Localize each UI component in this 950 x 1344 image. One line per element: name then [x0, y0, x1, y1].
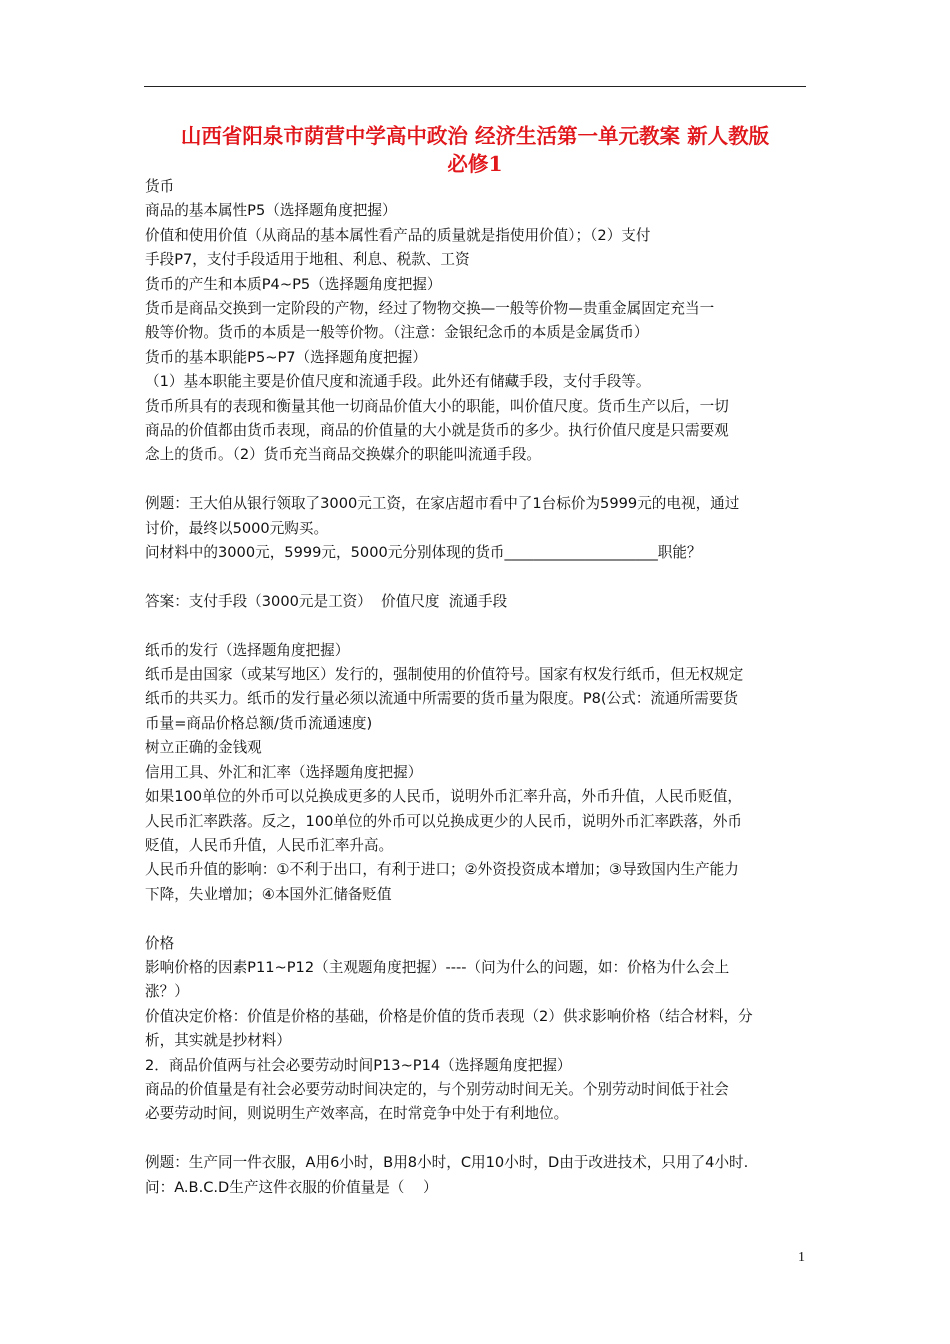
document-title — [144, 122, 806, 178]
page-number: 1 — [798, 1250, 805, 1265]
body-line: 影响价格的因素P11~P12（主观题角度把握）----（问为什么的问题，如：价格为什么会上 — [145, 958, 730, 976]
body-line — [145, 907, 809, 931]
body-line: 必要劳动时间，则说明生产效率高，在时常竞争中处于有利地位。 — [145, 1105, 569, 1123]
body-line — [145, 468, 809, 492]
body-line: 念上的货币。（2）货币充当商品交换媒介的职能叫流通手段。 — [145, 446, 542, 464]
body-line: 例题：王大伯从银行领取了3000元工资，在家店超市看中了1台标价为5999元的电视，通过 — [145, 495, 740, 513]
body-line: 答案：支付手段（3000元是工资） 价值尺度 流通手段 — [145, 592, 508, 610]
body-line: 下降，失业增加；④本国外汇储备贬值 — [145, 885, 392, 903]
body-line: 例题：生产同一件衣服，A用6小时，B用8小时，C用10小时，D由于改进技术，只用了4小时. — [145, 1154, 749, 1172]
body-line: 人民币汇率跌落。反之，100单位的外币可以兑换成更少的人民币，说明外币汇率跌落，外币 — [145, 812, 743, 830]
body-line: 商品的价值量是有社会必要劳动时间决定的，与个别劳动时间无关。个别劳动时间低于社会 — [145, 1080, 729, 1098]
body-line: 析，其实就是抄材料） — [145, 1032, 291, 1050]
body-line: 涨？） — [145, 983, 189, 1001]
body-line — [145, 565, 809, 589]
body-line: 货币的基本职能P5~P7（选择题角度把握） — [145, 348, 427, 366]
body-line — [145, 614, 809, 638]
body-line: 币量=商品价格总额/货币流通速度) — [145, 714, 373, 732]
body-line: 价值决定价格：价值是价格的基础，价格是价值的货币表现（2）供求影响价格（结合材料，分 — [145, 1007, 753, 1025]
body-line: 价格 — [145, 934, 175, 952]
body-line: 讨价，最终以5000元购买。 — [145, 519, 329, 537]
body-line: 纸币的发行（选择题角度把握） — [145, 641, 350, 659]
body-line: 贬值，人民币升值，人民币汇率升高。 — [145, 836, 394, 854]
body-line: 树立正确的金钱观 — [145, 739, 262, 757]
body-line: 信用工具、外汇和汇率（选择题角度把握） — [145, 763, 423, 781]
body-line: 人民币升值的影响：①不利于出口，有利于进口；②外资投资成本增加；③导致国内生产能力 — [145, 861, 739, 879]
body-line: 如果100单位的外币可以兑换成更多的人民币，说明外币汇率升高，外币升值，人民币贬值， — [145, 788, 743, 806]
body-line: 问材料中的3000元，5999元，5000元分别体现的货币_____________________职能？ — [145, 544, 702, 562]
title-line-2: 必修1 — [447, 152, 503, 176]
body-line: 价值和使用价值（从商品的基本属性看产品的质量就是指使用价值）；（2）支付 — [145, 226, 651, 244]
header-rule — [144, 86, 806, 87]
body-line: （1）基本职能主要是价值尺度和流通手段。此外还有储藏手段，支付手段等。 — [145, 373, 651, 391]
body-line: 货币是商品交换到一定阶段的产物，经过了物物交换—一般等价物—贵重金属固定充当一 — [145, 300, 715, 318]
body-line: 手段P7，支付手段适用于地租、利息、税款、工资 — [145, 251, 470, 269]
title-line-1: 山西省阳泉市荫营中学高中政治 经济生活第一单元教案 新人教版 — [180, 124, 770, 148]
body-line: 纸币的共买力。纸币的发行量必须以流通中所需要的货币量为限度。P8(公式：流通所需要货 — [145, 690, 738, 708]
body-line — [145, 1127, 809, 1151]
body-line: 纸币是由国家（或某写地区）发行的，强制使用的价值符号。国家有权发行纸币，但无权规定 — [145, 666, 744, 684]
body-line: 货币所具有的表现和衡量其他一切商品价值大小的职能，叫价值尺度。货币生产以后，一切 — [145, 397, 729, 415]
body-line: 般等价物。货币的本质是一般等价物。（注意：金银纪念币的本质是金属货币） — [145, 324, 649, 342]
body-line: 商品的价值都由货币表现，商品的价值量的大小就是货币的多少。执行价值尺度是只需要观 — [145, 422, 729, 440]
body-line: 货币的产生和本质P4~P5（选择题角度把握） — [145, 275, 442, 293]
body-line: 商品的基本属性P5（选择题角度把握） — [145, 202, 397, 220]
body-line: 2．商品价值两与社会必要劳动时间P13~P14（选择题角度把握） — [145, 1056, 572, 1074]
body-line: 问：A.B.C.D生产这件衣服的价值量是（ ） — [145, 1178, 438, 1196]
body-line: 货币 — [145, 178, 175, 195]
document-body — [145, 175, 809, 1200]
